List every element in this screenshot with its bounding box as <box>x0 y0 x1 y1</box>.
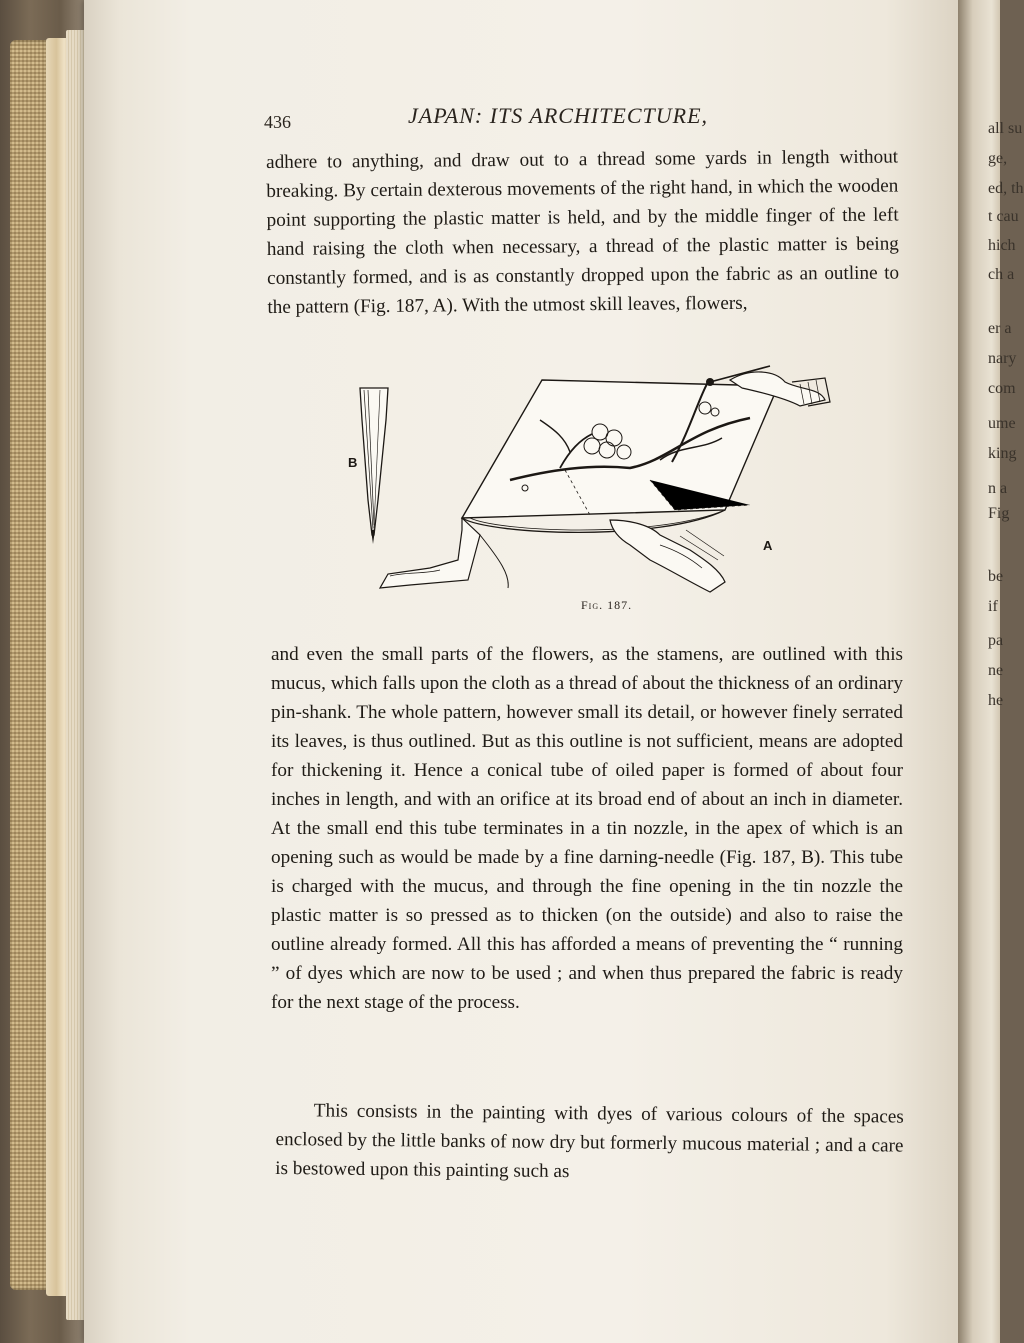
figure-label-a: A <box>763 538 773 553</box>
facing-text-fragment: hich <box>988 237 1016 254</box>
facing-text-fragment: all su <box>988 120 1023 137</box>
facing-text-fragment: ch a <box>988 266 1015 283</box>
facing-text-fragment: ne <box>988 662 1004 679</box>
facing-text-fragment: be <box>988 568 1004 585</box>
paragraph-2: and even the small parts of the flowers, as the stamens, are outlined with this mucus, which falls upon the cloth as a thread of about the thickness of an ordinary pin-shank. The whole pattern, however small its detail, or however finely serrated its leaves, is thus outlined. But as this outline is not sufficient, means are adopted for thickening it. Hence a conical tube of oiled paper is formed of about four inches in length, and with an orifice at its broad end of about an inch in diameter. At the small end this tube terminates in a tin nozzle, in the apex of which is an opening such as would be made by a fine darning-needle (Fig. 187, B). This tube is charged with the mucus, and through the fine opening in the tin nozzle the plastic matter is so pressed as to thicken (on the outside) and also to raise the outline already formed. All this has afforded a means of preventing the “ running ” of dyes which are now to be used ; and when thus prepared the fabric is ready for the next stage of the process. <box>271 644 903 1013</box>
facing-text-fragment: ge, <box>988 150 1008 167</box>
facing-text-fragment: Fig <box>988 505 1010 522</box>
facing-text-fragment: ed, th <box>988 180 1024 197</box>
running-title: JAPAN: ITS ARCHITECTURE, <box>408 103 709 128</box>
figure-caption: Fig. 187. <box>581 598 633 612</box>
stretched-cloth-drawing <box>380 366 830 592</box>
figure-label-b: B <box>348 455 358 470</box>
facing-page-edge <box>958 0 1024 1343</box>
facing-text-fragment: n a <box>988 480 1008 497</box>
figure-187-illustration <box>330 360 850 605</box>
facing-text-fragment: t cau <box>988 208 1019 225</box>
facing-text-fragment: ume <box>988 415 1016 432</box>
facing-text-fragment: he <box>988 692 1004 709</box>
paragraph-3: This consists in the painting with dyes of various colours of the spaces enclosed by the little banks of now dry but formerly mucous material ; and a care is bestowed upon this painting such as <box>275 1100 904 1183</box>
facing-text-fragment: com <box>988 380 1016 397</box>
conical-tube-drawing <box>360 388 388 544</box>
facing-text-fragment: pa <box>988 632 1004 649</box>
facing-text-fragment: nary <box>988 350 1017 367</box>
facing-text-fragment: er a <box>988 320 1012 337</box>
page-number: 436 <box>264 112 291 132</box>
facing-text-fragment: king <box>988 445 1017 462</box>
facing-text-fragment: if <box>988 598 998 615</box>
book-spine-cloth <box>10 40 50 1290</box>
paragraph-1: adhere to anything, and draw out to a thread some yards in length without breaking. By certain dexterous movements of the right hand, in which the wooden point supporting the plastic matter is held, and by the middle finger of the left hand raising the cloth when necessary, a thread of the plastic matter is being constantly formed, and is as constantly dropped upon the fabric as an outline to the pattern (Fig. 187, A). With the utmost skill leaves, flowers, <box>266 146 900 318</box>
